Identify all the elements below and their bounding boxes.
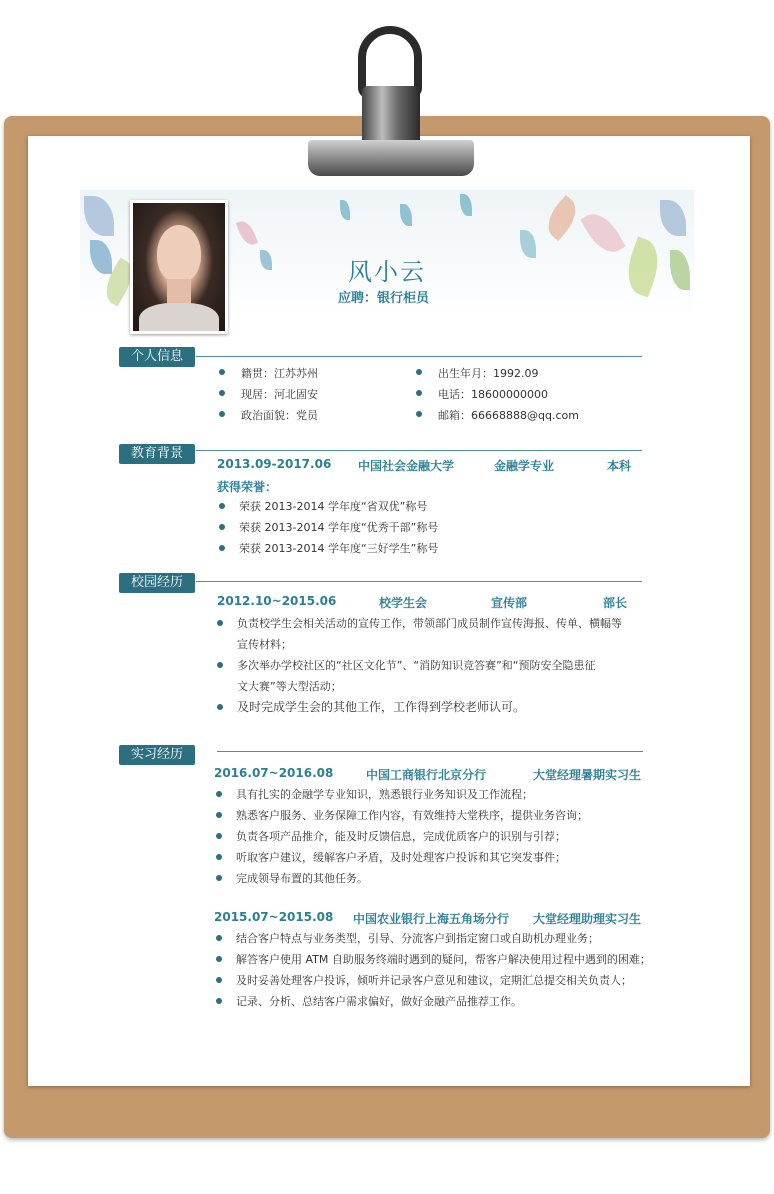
list-item: 完成领导布置的其他任务。 bbox=[214, 868, 588, 889]
section-title-campus: 校园经历 bbox=[119, 573, 195, 593]
list-item: 负责各项产品推介，能及时反馈信息，完成优质客户的识别与引荐； bbox=[214, 826, 588, 847]
intern-2-position: 大堂经理助理实习生 bbox=[533, 912, 642, 926]
intern-1-period: 2016.07~2016.08 bbox=[214, 766, 334, 780]
section-divider bbox=[217, 751, 643, 752]
bullet-dot bbox=[219, 369, 225, 375]
education-period: 2013.09-2017.06 bbox=[217, 457, 332, 471]
list-item: 荣获 2013-2014 学年度“优秀干部”称号 bbox=[217, 517, 438, 538]
intern-2-company: 中国农业银行上海五角场分行 bbox=[353, 912, 510, 926]
personal-residence: 现居：河北固安 bbox=[241, 388, 318, 401]
campus-duties-list bbox=[215, 613, 622, 718]
intern-1-company: 中国工商银行北京分行 bbox=[366, 768, 487, 782]
education-honors-label: 获得荣誉： bbox=[217, 480, 278, 494]
section-divider bbox=[196, 450, 642, 451]
list-item: 及时妥善处理客户投诉，倾听并记录客户意见和建议，定期汇总提交相关负责人； bbox=[214, 970, 651, 991]
section-title-education: 教育背景 bbox=[119, 444, 195, 464]
education-honors-list bbox=[217, 496, 438, 559]
binder-clip-icon bbox=[300, 22, 480, 182]
intern-1-position: 大堂经理暑期实习生 bbox=[533, 768, 642, 782]
personal-phone: 电话：18600000000 bbox=[438, 388, 548, 401]
campus-org: 校学生会 bbox=[379, 596, 428, 610]
profile-photo bbox=[130, 200, 228, 334]
personal-email: 邮箱：66668888@qq.com bbox=[438, 409, 579, 422]
intern-2-duties-list bbox=[214, 928, 651, 1012]
section-divider bbox=[196, 356, 642, 357]
campus-dept: 宣传部 bbox=[491, 596, 528, 610]
intern-1-duties-list bbox=[214, 784, 588, 889]
list-item: 荣获 2013-2014 学年度“三好学生”称号 bbox=[217, 538, 438, 559]
list-item: 听取客户建议，缓解客户矛盾，及时处理客户投诉和其它突发事件； bbox=[214, 847, 588, 868]
education-school: 中国社会金融大学 bbox=[358, 459, 455, 473]
list-item: 具有扎实的金融学专业知识，熟悉银行业务知识及工作流程； bbox=[214, 784, 588, 805]
personal-political-status: 政治面貌：党员 bbox=[241, 409, 318, 422]
candidate-name: 风小云 bbox=[348, 258, 426, 286]
campus-period: 2012.10~2015.06 bbox=[217, 594, 337, 608]
bullet-dot bbox=[219, 390, 225, 396]
personal-hometown: 籍贯：江苏苏州 bbox=[241, 367, 318, 380]
campus-role: 部长 bbox=[603, 596, 628, 610]
list-item: 记录、分析、总结客户需求偏好，做好金融产品推荐工作。 bbox=[214, 991, 651, 1012]
bullet-dot bbox=[416, 369, 422, 375]
intern-2-period: 2015.07~2015.08 bbox=[214, 910, 334, 924]
list-item: 负责校学生会相关活动的宣传工作，带领部门成员制作宣传海报、传单、横幅等 bbox=[215, 613, 622, 634]
education-degree: 本科 bbox=[607, 459, 632, 473]
bullet-dot bbox=[416, 390, 422, 396]
list-item: 及时完成学生会的其他工作，工作得到学校老师认可。 bbox=[215, 697, 622, 718]
bullet-dot bbox=[416, 411, 422, 417]
list-item-continuation: 宣传材料； bbox=[237, 638, 292, 651]
section-title-personal: 个人信息 bbox=[119, 347, 195, 367]
list-item: 解答客户使用 ATM 自助服务终端时遇到的疑问，帮客户解决使用过程中遇到的困难； bbox=[214, 949, 651, 970]
list-item: 荣获 2013-2014 学年度“省双优”称号 bbox=[217, 496, 438, 517]
list-item: 结合客户特点与业务类型，引导、分流客户到指定窗口或自助机办理业务； bbox=[214, 928, 651, 949]
education-major: 金融学专业 bbox=[494, 459, 555, 473]
personal-birth: 出生年月：1992.09 bbox=[438, 367, 539, 380]
bullet-dot bbox=[219, 411, 225, 417]
section-title-internship: 实习经历 bbox=[119, 745, 195, 765]
applied-position: 应聘：银行柜员 bbox=[338, 291, 430, 306]
section-divider bbox=[196, 581, 642, 582]
list-item-continuation: 文大赛”等大型活动； bbox=[237, 680, 342, 693]
list-item: 多次举办学校社区的“社区文化节”、“消防知识竞答赛”和“预防安全隐患征 bbox=[215, 655, 622, 676]
list-item: 熟悉客户服务、业务保障工作内容，有效维持大堂秩序，提供业务咨询； bbox=[214, 805, 588, 826]
